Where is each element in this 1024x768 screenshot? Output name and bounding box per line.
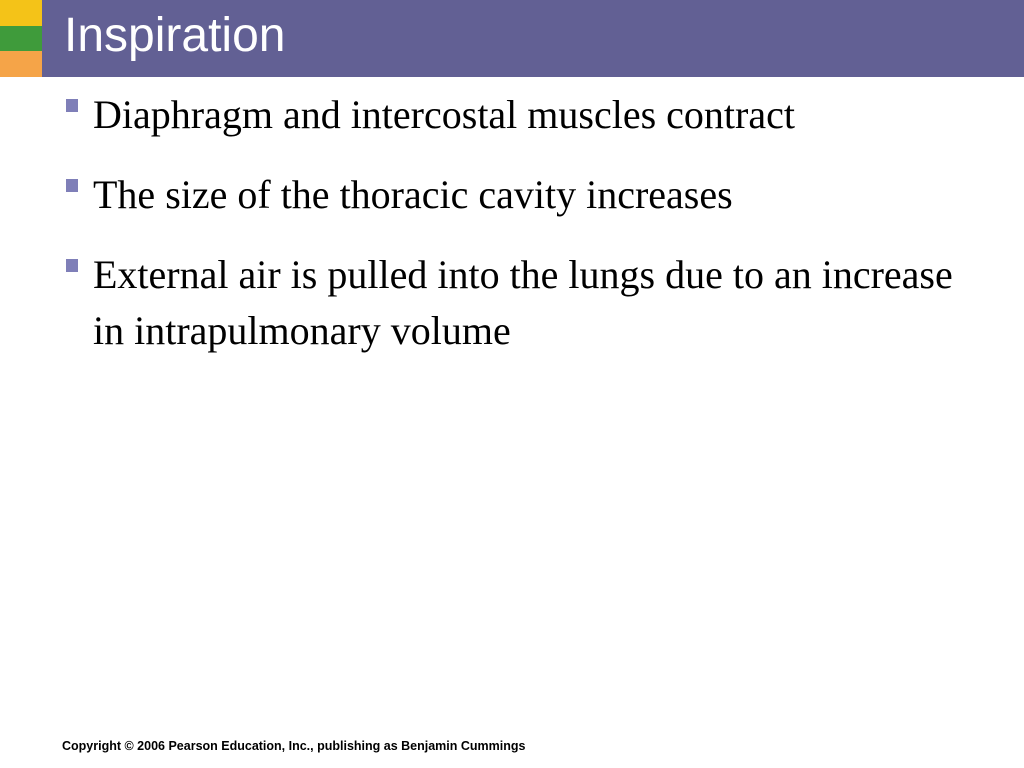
copyright-footer: Copyright © 2006 Pearson Education, Inc., publishing as Benjamin Cummings [62,739,526,753]
bullet-list [62,87,962,383]
slide-title: Inspiration [64,9,286,62]
square-bullet-icon [66,179,78,192]
title-bar [42,0,1024,77]
bullet-item [62,247,962,359]
square-bullet-icon [66,259,78,272]
bullet-item [62,87,962,143]
bullet-item [62,167,962,223]
bullet-text: External air is pulled into the lungs due to an increase in intrapulmonary volume [93,252,953,353]
bullet-text: The size of the thoracic cavity increases [93,172,733,217]
accent-stripe-green [0,26,42,51]
bullet-text: Diaphragm and intercostal muscles contract [93,92,795,137]
square-bullet-icon [66,99,78,112]
accent-stripe-orange [0,51,42,77]
accent-stripes [0,0,42,77]
accent-stripe-yellow [0,0,42,26]
